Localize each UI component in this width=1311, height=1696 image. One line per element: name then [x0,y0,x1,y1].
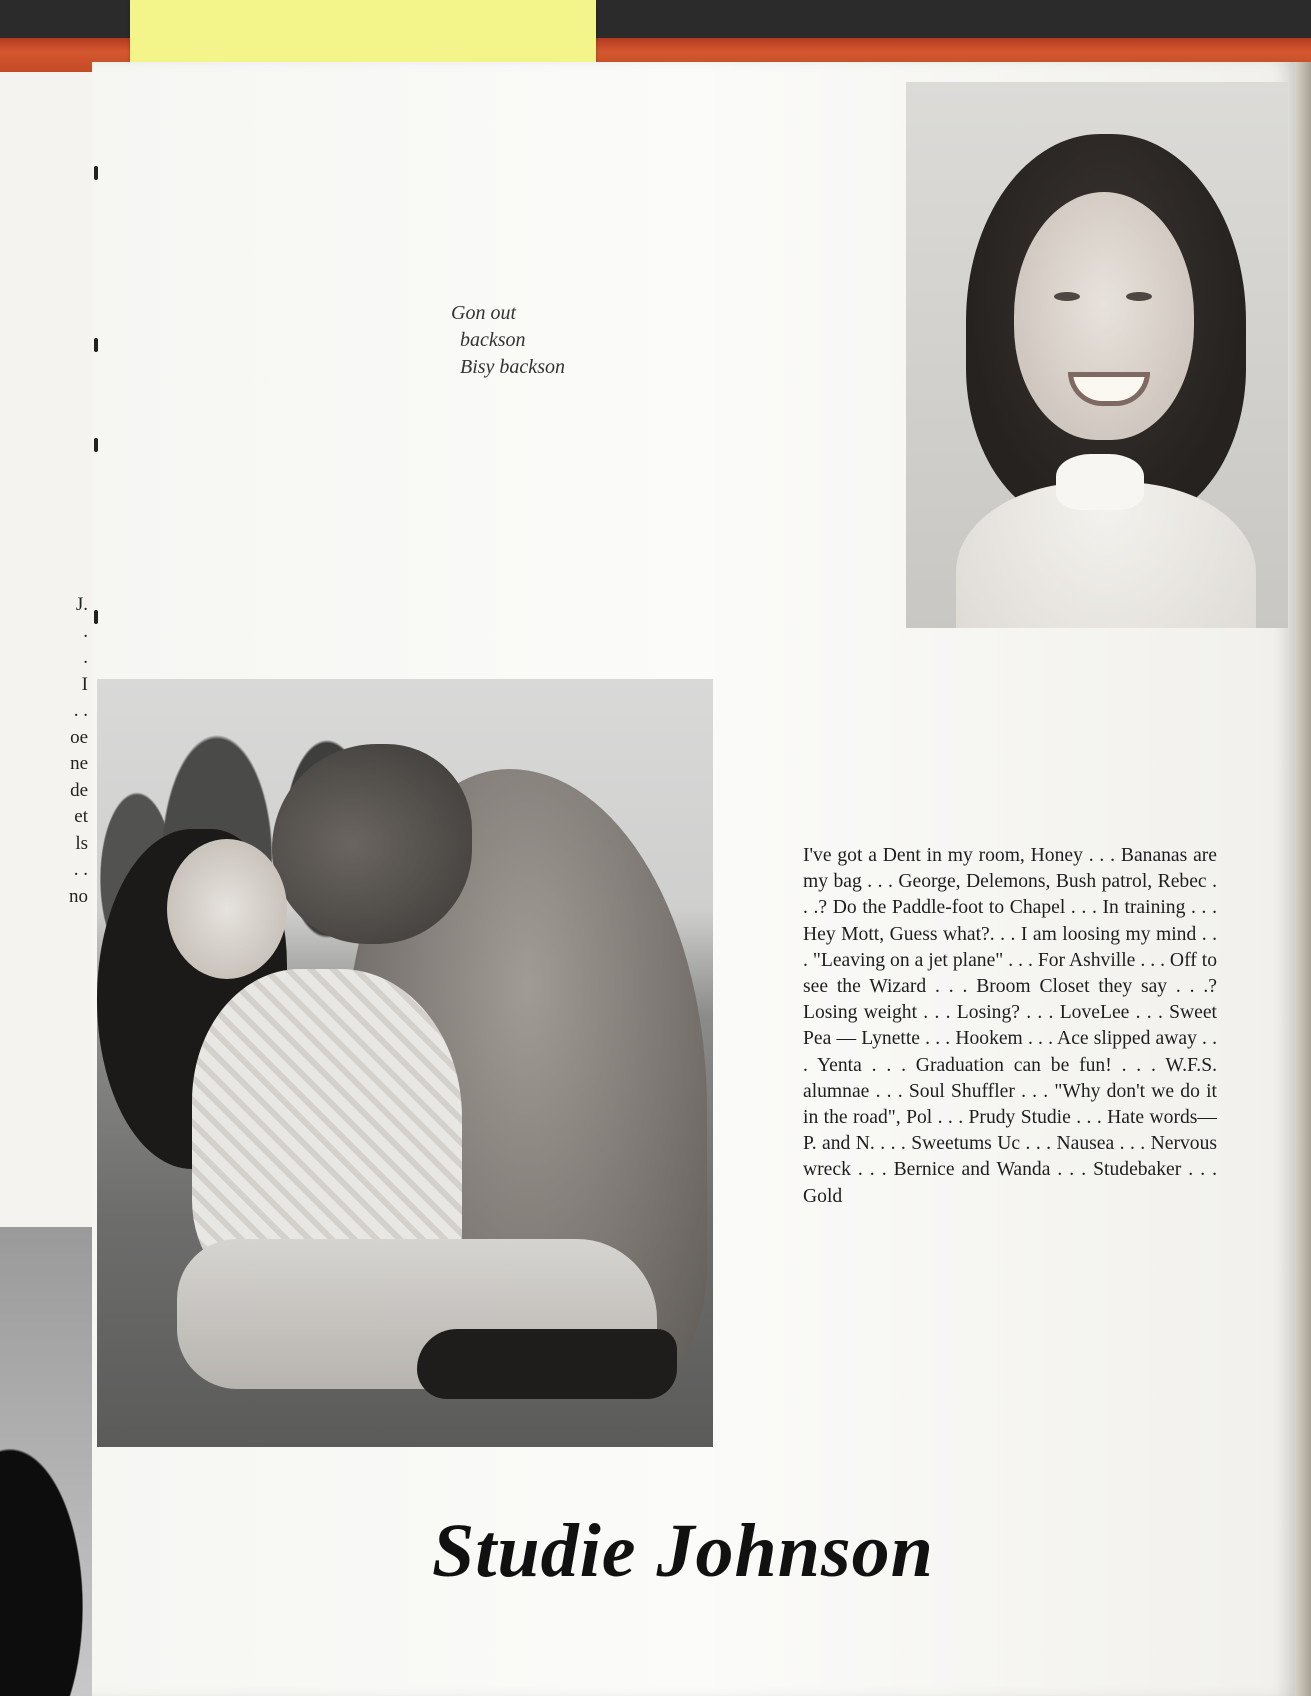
text-fragment: no [69,885,88,907]
text-fragment: ne [70,753,88,774]
text-fragment: de [70,779,88,801]
text-fragment: . [83,620,88,642]
binding-mark [94,610,98,624]
portrait-eye [1054,292,1080,301]
text-fragment: . . [73,700,88,721]
text-fragment: et [74,806,88,827]
senior-bio-text: I've got a Dent in my room, Honey . . . Bananas are my bag . . . George, Delemons, Bush patrol, Rebec . . .? Do the Paddle-foot to Chapel . . . In training . . . Hey Mott, Guess what?. . . I am loosing my mind . . . "Leaving on a jet plane" . . . For Ashville . . . Off to see the Wizard . . . Broom Closet they say . . .? Losing weight . . . Losing? . . . LoveLee . . . Sweet Pea — Lynette . . . Hookem . . . Ace slipped away . . . Yenta . . . Graduation can be fun! . . . W.F.S. alumnae . . . Soul Shuffler . . . "Why don't we do it in the road", Pol . . . Prudy Studie . . . Hate words—P. and N. . . . Sweetums Uc . . . Nausea . . . Nervous wreck . . . Bernice and Wanda . . . Studebaker . . . Gold [803,845,1217,1207]
text-fragment: . [83,647,88,668]
previous-page-edge [0,72,94,1696]
quote-line: backson [460,329,526,351]
candid-photo-with-dog [97,679,713,1447]
photo-dog-head [272,744,472,944]
binding-mark [94,338,98,352]
previous-page-photo [0,1227,92,1696]
page-stack-edge [1295,62,1311,1696]
text-fragment: J. [75,594,88,615]
senior-portrait-photo [906,82,1288,628]
text-fragment: I [81,673,88,695]
portrait-smile [1068,372,1150,406]
portrait-eye [1126,292,1152,301]
text-fragment: ls [75,832,88,854]
text-fragment: . . [73,859,88,880]
text-fragment: oe [70,726,88,748]
binding-mark [94,166,98,180]
quote-line: Bisy backson [460,356,565,378]
previous-page-text [48,592,88,910]
senior-quote [451,300,565,381]
photo-girl-face [167,839,287,979]
portrait-collar [1056,454,1144,510]
binding-mark [94,438,98,452]
student-name-heading: Studie Johnson [432,1509,934,1593]
photo-boot [417,1329,677,1399]
quote-line: Gon out [451,302,516,324]
portrait-face [1014,192,1194,440]
